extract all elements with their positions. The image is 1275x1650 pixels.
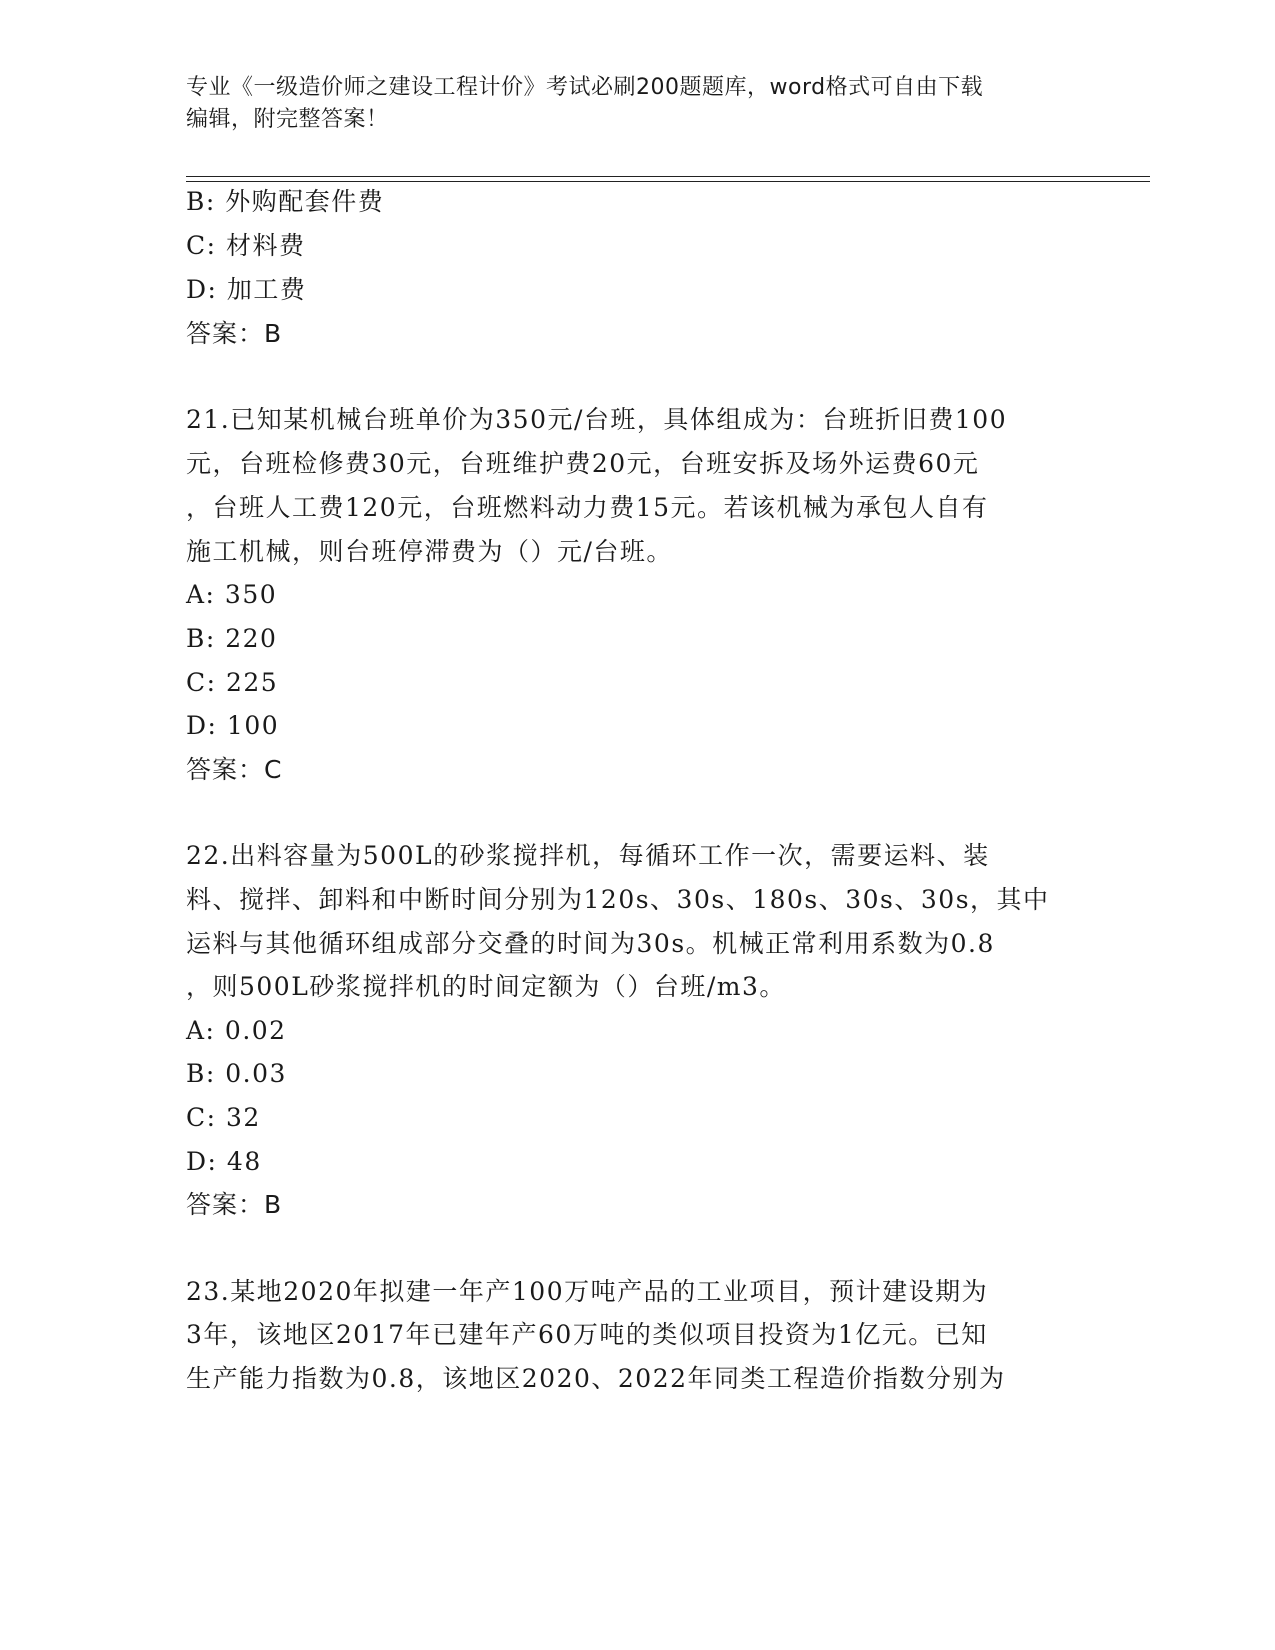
option-b: B: 220 [186,624,278,653]
question-stem-line: 21.已知某机械台班单价为350元/台班，具体组成为：台班折旧费100 [186,405,1008,434]
question-stem-line: 运料与其他循环组成部分交叠的时间为30s。机械正常利用系数为0.8 [186,929,995,958]
header-divider-bottom [186,181,1150,182]
question-stem-line: 22.出料容量为500L的砂浆搅拌机，每循环工作一次，需要运料、装 [186,841,990,870]
answer: 答案：B [186,319,283,348]
header-line-2: 编辑，附完整答案！ [186,107,389,132]
question-stem-line: 23.某地2020年拟建一年产100万吨产品的工业项目，预计建设期为 [186,1277,989,1306]
question-stem-line: 生产能力指数为0.8，该地区2020、2022年同类工程造价指数分别为 [186,1364,1006,1393]
option-b: B: 0.03 [186,1059,287,1088]
option-a: A: 0.02 [186,1016,287,1045]
option-c: C: 材料费 [186,231,306,260]
question-stem-line: 施工机械，则台班停滞费为（）元/台班。 [186,537,673,566]
answer: 答案：C [186,755,283,784]
option-d: D: 100 [186,711,280,740]
option-c: C: 32 [186,1103,261,1132]
question-stem-line: ，则500L砂浆搅拌机的时间定额为（）台班/m3。 [186,972,786,1001]
question-stem-line: 3年，该地区2017年已建年产60万吨的类似项目投资为1亿元。已知 [186,1320,988,1349]
answer: 答案：B [186,1190,283,1219]
header-line-1: 专业《一级造价师之建设工程计价》考试必刷200题题库，word格式可自由下载 [186,75,984,100]
question-stem-line: 元，台班检修费30元，台班维护费20元，台班安拆及场外运费60元 [186,449,980,478]
question-stem-line: 料、搅拌、卸料和中断时间分别为120s、30s、180s、30s、30s，其中 [186,885,1050,914]
option-b: B: 外购配套件费 [186,187,385,216]
option-d: D: 48 [186,1147,262,1176]
header-divider-top [186,176,1150,177]
question-stem-line: ，台班人工费120元，台班燃料动力费15元。若该机械为承包人自有 [186,493,989,522]
document-header [186,72,1066,136]
option-d: D: 加工费 [186,275,307,304]
option-c: C: 225 [186,668,279,697]
option-a: A: 350 [186,580,278,609]
